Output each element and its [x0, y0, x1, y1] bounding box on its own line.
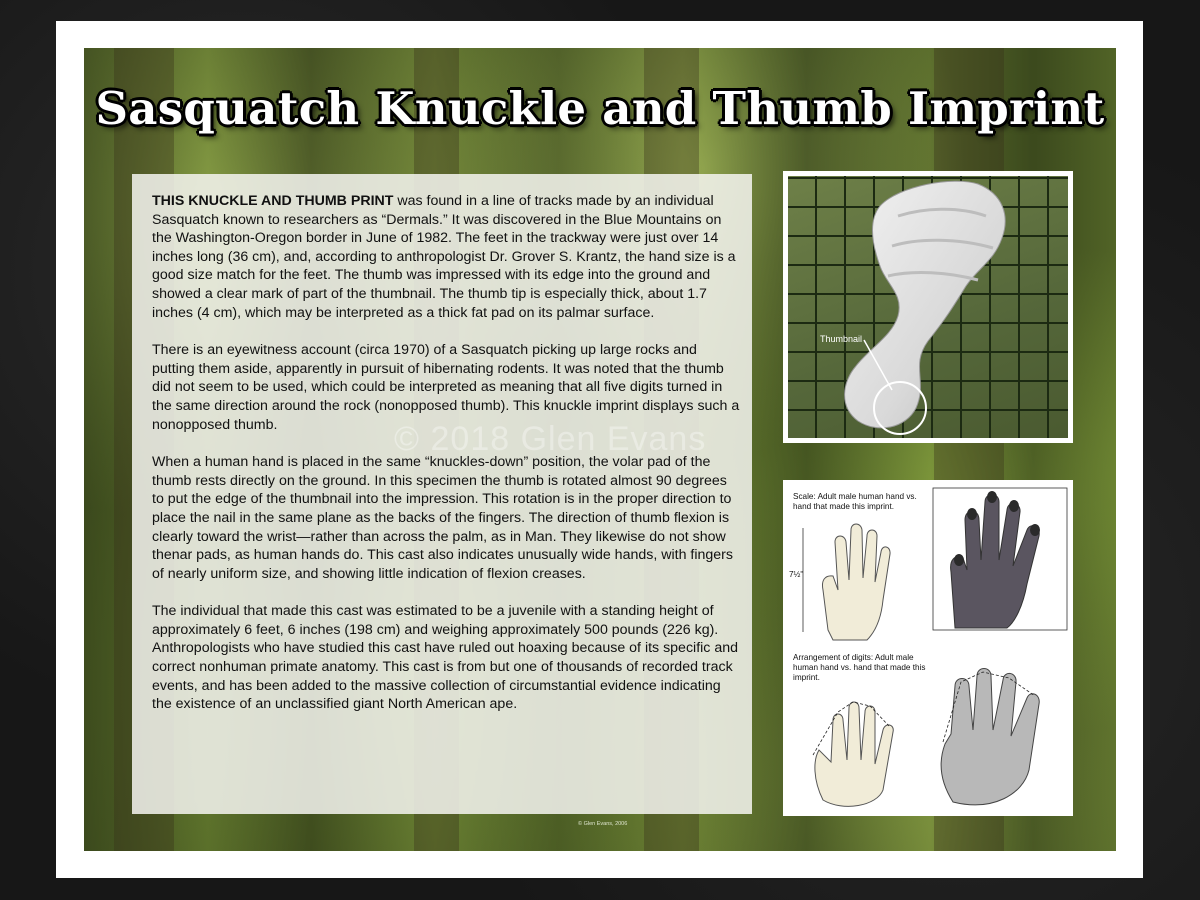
poster — [84, 48, 1116, 851]
body-text — [152, 192, 740, 733]
poster-title: Sasquatch Knuckle and Thumb Imprint — [95, 82, 1105, 135]
credit-line: © Glen Evans, 2006 — [578, 821, 628, 827]
sasquatch-palm-icon — [941, 669, 1039, 805]
paragraph-3: When a human hand is placed in the same “knuckles-down” position, the volar pad of the thumb rests directly on the ground. In this specimen the thumb is rotated almost 90 degrees to put the edge of the thumbnail into the impression. This rotation is in the proper direction to place the nail in the same plane as the backs of the fingers. The direction of thumb flexion is clearly toward the wrist—rather than across the palm, as in Man. They likewise do not show thenar pads, as human hands do. This cast also indicates unusually wide hands, with fingers of nearly uniform size, and showing little indication of flexion creases. — [152, 454, 733, 582]
digits-caption: Arrangement of digits: Adult male human hand vs. hand that made this imprint. — [793, 653, 926, 682]
human-hand-size: 7½" — [789, 570, 804, 579]
scale-caption: Scale: Adult male human hand vs. hand that made this imprint. — [793, 492, 917, 511]
paragraph-1-lead: THIS KNUCKLE AND THUMB PRINT — [152, 193, 394, 209]
hand-drawings — [783, 480, 1073, 816]
cast-photo — [788, 176, 1068, 438]
paragraph-4: The individual that made this cast was estimated to be a juvenile with a standing height of approximately 6 feet, 6 inches (198 cm) and weighing approximately 500 pounds (226 kg). Anthropologists who have studied this cast have ruled out hoaxing because of its specific and correct nonhuman primate anatomy. This cast is from but one of thousands of recorded track events, and has been added to the massive collection of circumstantial evidence indicating the existence of an unclassified giant North American ape. — [152, 603, 738, 713]
sasquatch-hand-back-icon — [933, 488, 1067, 630]
paragraph-1 — [152, 192, 740, 322]
text-panel — [132, 174, 752, 814]
hand-comparison-diagram — [783, 480, 1073, 816]
plaster-cast-illustration — [788, 176, 1068, 438]
paragraph-2: There is an eyewitness account (circa 1970) of a Sasquatch picking up large rocks and putting them aside, apparently in pursuit of hibernating rodents. It was noted that the thumb did not seem to be used, which could be interpreted as meaning that all five digits turned in the same direction around the rock (nonopposed thumb). This knuckle imprint displays such a nonopposed thumb. — [152, 342, 740, 433]
watermark: © 2018 Glen Evans — [394, 420, 707, 458]
thumbnail-label: Thumbnail — [820, 334, 863, 344]
paragraph-1-rest: was found in a line of tracks made by an individual Sasquatch known to researchers as “Dermals.” It was discovered in the Blue Mountains on the Washington-Oregon border in June of 1982. The feet in the trackway were just over 14 inches long (36 cm), and, according to anthropologist Dr. Grover S. Krantz, the hand size is a good size match for the feet. The thumb was impressed with its edge into the ground and showed a clear mark of part of the thumbnail. The thumb tip is especially thick, about 1.7 inches (4 cm), which may be interpreted as a thick fat pad on its palmar surface. — [152, 193, 736, 321]
human-hand-back-icon — [822, 524, 890, 640]
cast-photo-frame — [783, 171, 1073, 443]
